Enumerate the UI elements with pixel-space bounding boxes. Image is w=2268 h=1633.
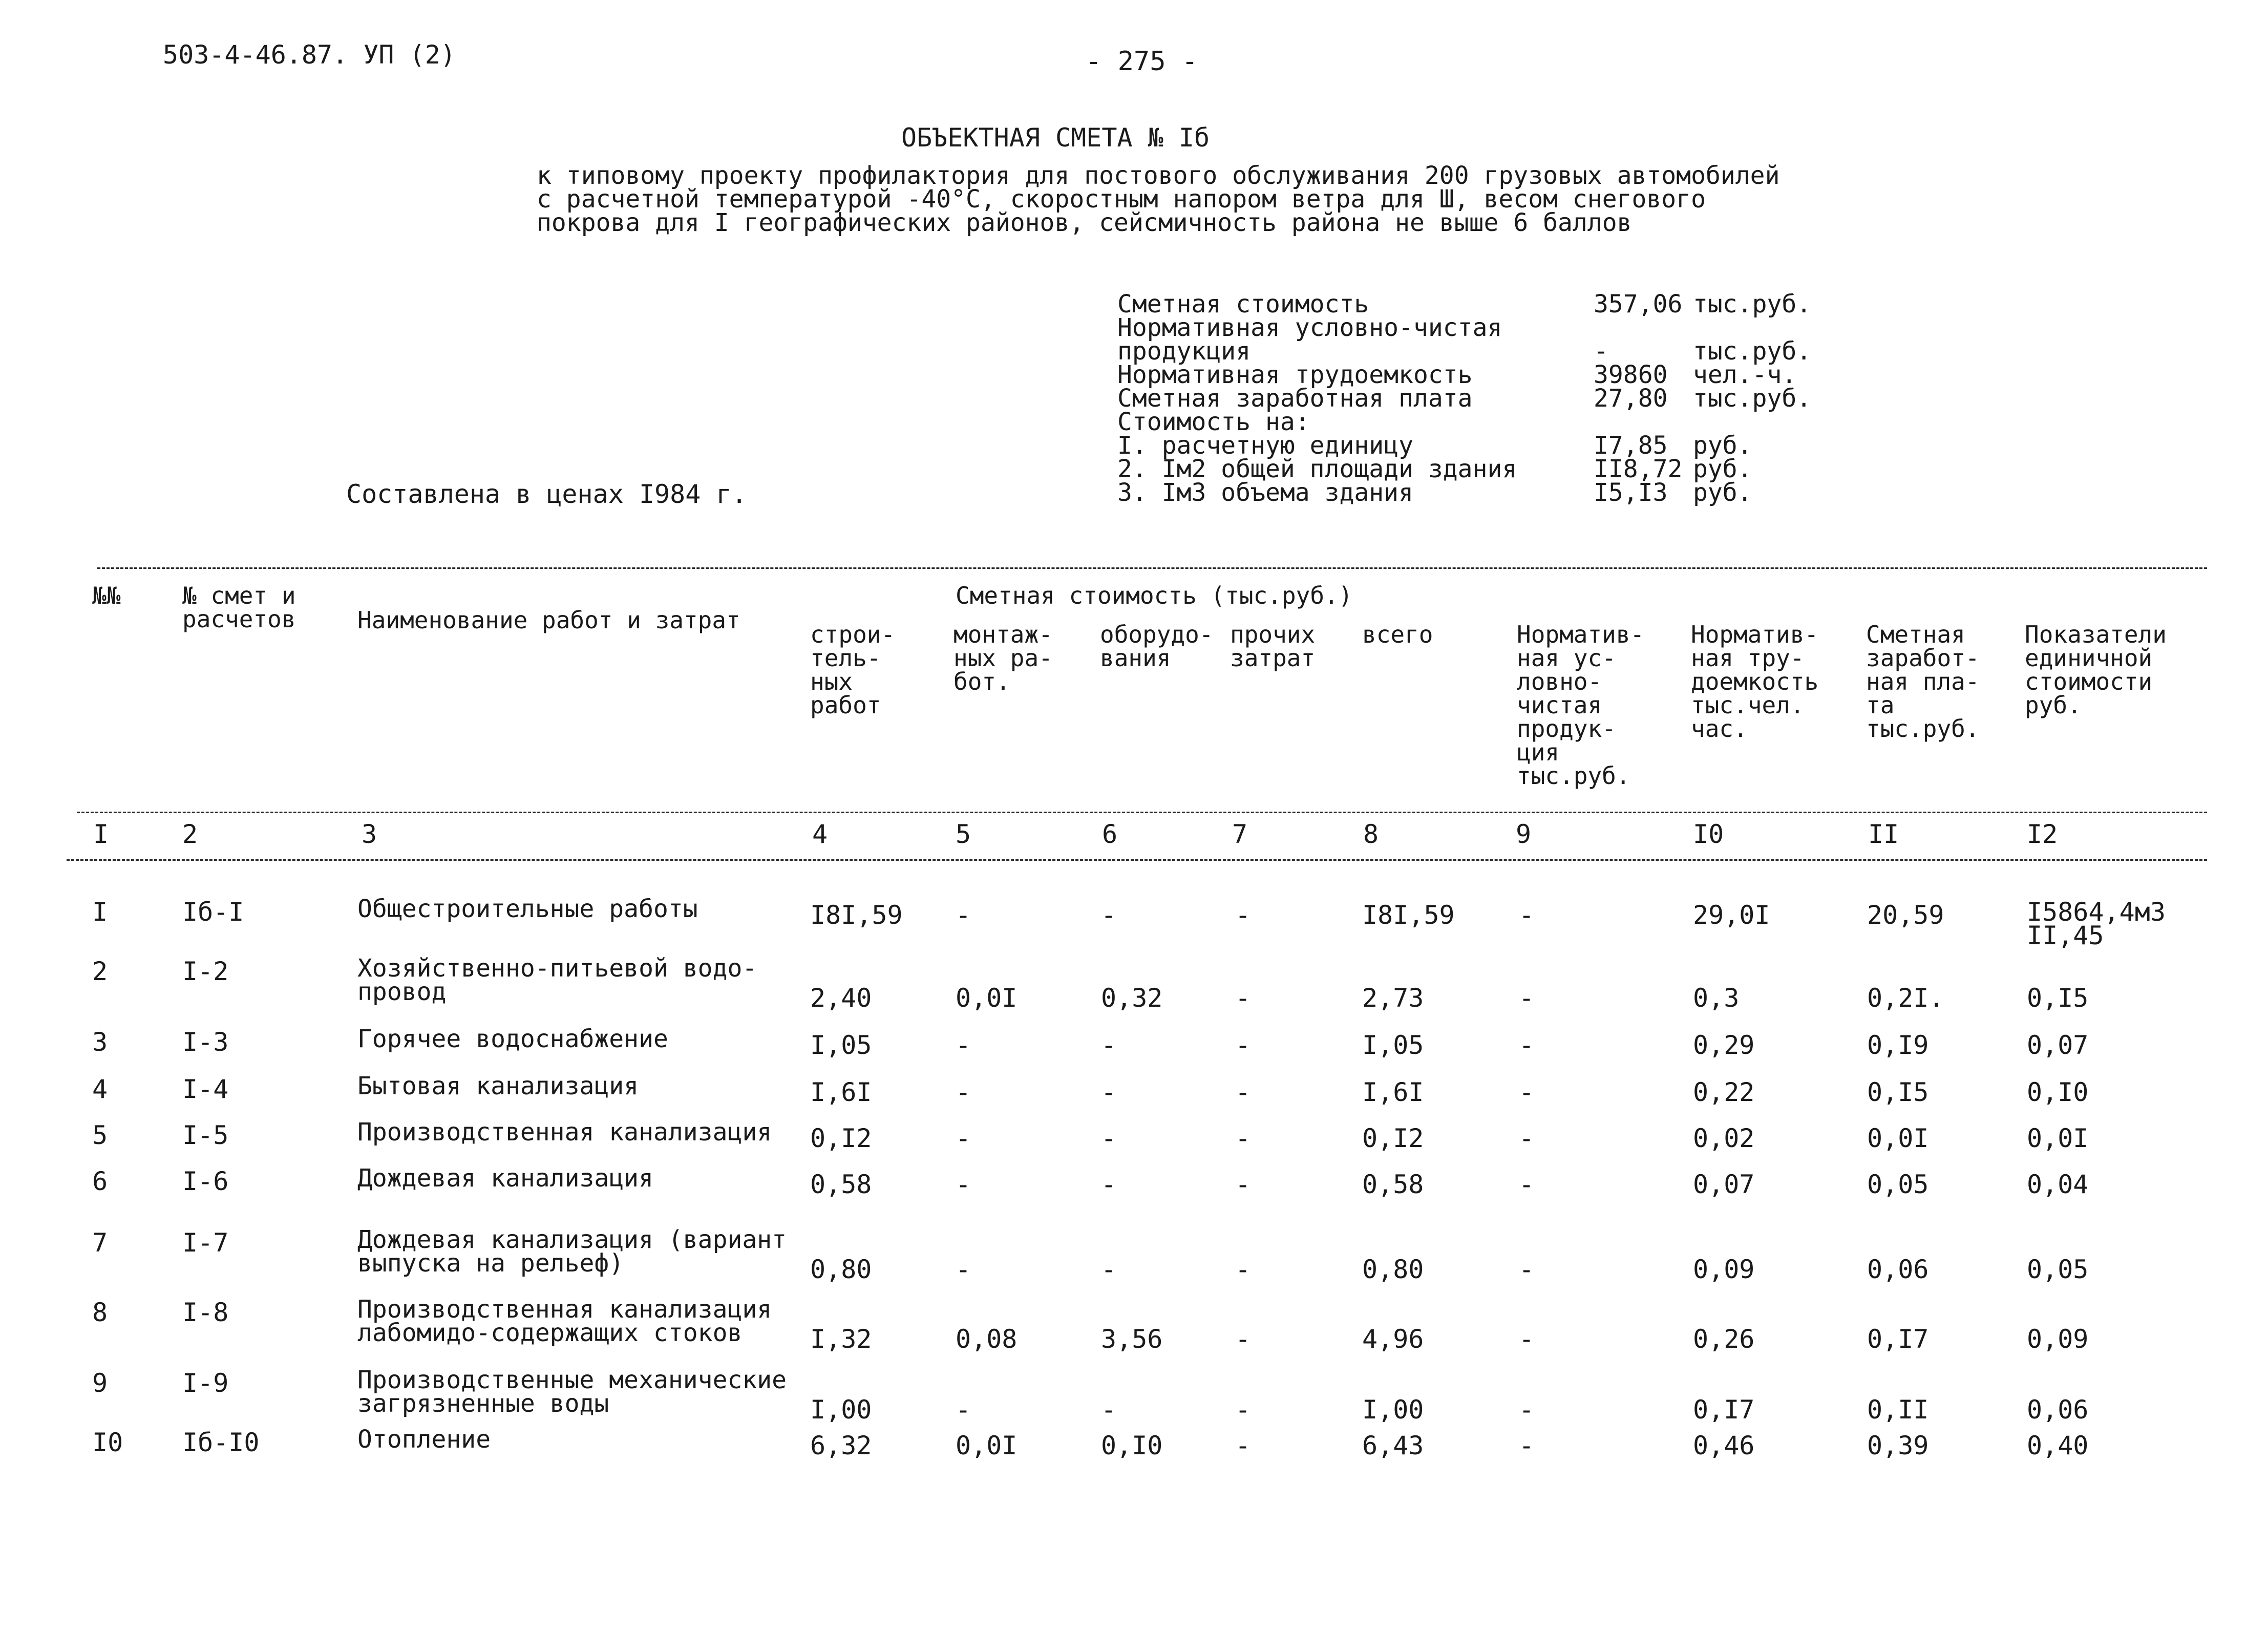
cell-c10: 0,26 — [1693, 1324, 1755, 1354]
cell-c10: 0,29 — [1693, 1030, 1755, 1060]
col-header-10: Норматив- ная тру- доемкость тыс.чел. час. — [1691, 621, 1819, 743]
work-name: лабомидо-содержащих стоков — [357, 1319, 743, 1347]
estimate-code: Iб-I — [182, 897, 244, 927]
work-name: Производственные механические — [357, 1366, 787, 1394]
cell-c6: - — [1101, 1170, 1117, 1199]
row-number: I0 — [92, 1428, 123, 1457]
estimate-code: I-7 — [182, 1228, 229, 1258]
column-number: 6 — [1102, 819, 1118, 849]
estimate-code: I-8 — [182, 1298, 229, 1327]
estimate-code: I-2 — [182, 957, 229, 986]
summary-value: II8,72 — [1594, 455, 1683, 483]
cell-c12: 0,07 — [2027, 1030, 2089, 1060]
summary-value: 357,06 — [1594, 290, 1683, 319]
row-number: 7 — [92, 1228, 108, 1258]
work-name: Отопление — [357, 1425, 491, 1454]
cell-c4: 2,40 — [810, 983, 872, 1013]
col-header-12: Показатели единичной стоимости руб. — [2025, 621, 2167, 719]
work-name: Бытовая канализация — [357, 1072, 639, 1100]
cell-c4: I,05 — [810, 1030, 872, 1060]
cell-c11: 0,39 — [1867, 1431, 1929, 1460]
cell-c5: - — [956, 1077, 971, 1107]
cell-c8: 2,73 — [1362, 983, 1424, 1013]
column-number: I0 — [1693, 819, 1724, 849]
summary-unit: руб. — [1693, 455, 1752, 483]
cell-c9: - — [1519, 1431, 1535, 1460]
summary-label: I. расчетную единицу — [1117, 431, 1413, 460]
column-number: I2 — [2027, 819, 2058, 849]
cell-c6: - — [1101, 900, 1117, 930]
cell-c9: - — [1519, 1123, 1535, 1153]
work-name: выпуска на рельеф) — [357, 1249, 624, 1278]
row-number: 4 — [92, 1074, 108, 1104]
summary-value: - — [1594, 337, 1608, 366]
cell-c12: 0,09 — [2027, 1324, 2089, 1354]
summary-unit: тыс.руб. — [1693, 337, 1812, 366]
cell-c4: 6,32 — [810, 1431, 872, 1460]
cell-c4: I,6I — [810, 1077, 872, 1107]
col-header-1: №№ — [92, 582, 121, 609]
cell-c9: - — [1519, 1077, 1535, 1107]
cell-c7: - — [1235, 900, 1251, 930]
column-number: 4 — [812, 819, 828, 849]
cell-c12: II,45 — [2027, 921, 2104, 950]
estimate-code: Iб-I0 — [182, 1428, 260, 1457]
cell-c8: I,6I — [1362, 1077, 1424, 1107]
cell-c9: - — [1519, 1255, 1535, 1284]
cell-c5: - — [956, 1395, 971, 1425]
cell-c4: 0,80 — [810, 1255, 872, 1284]
cell-c6: 0,32 — [1101, 983, 1163, 1013]
cell-c6: 3,56 — [1101, 1324, 1163, 1354]
cell-c11: 0,I5 — [1867, 1077, 1929, 1107]
col-header-9: Норматив- ная ус- ловно- чистая продук- ция тыс.руб. — [1517, 621, 1645, 790]
column-number: 9 — [1516, 819, 1532, 849]
cell-c8: I8I,59 — [1362, 900, 1455, 930]
header-divider-rule — [77, 812, 2207, 813]
cell-c8: I,05 — [1362, 1030, 1424, 1060]
cell-c5: - — [956, 1255, 971, 1284]
work-name: Производственная канализация — [357, 1295, 772, 1324]
cell-c10: 0,09 — [1693, 1255, 1755, 1284]
cell-c5: 0,0I — [956, 1431, 1018, 1460]
col-header-6: оборудо- вания — [1100, 621, 1214, 672]
summary-unit: тыс.руб. — [1693, 384, 1812, 413]
work-name: Общестроительные работы — [357, 895, 698, 923]
cell-c7: - — [1235, 1324, 1251, 1354]
work-name: Хозяйственно-питьевой водо- — [357, 954, 757, 983]
summary-unit: руб. — [1693, 431, 1752, 460]
row-number: 6 — [92, 1167, 108, 1196]
subtitle-line: покрова для I географических районов, сейсмичность района не выше 6 баллов — [537, 208, 1632, 237]
column-number: 8 — [1363, 819, 1379, 849]
column-number: I — [93, 819, 109, 849]
cell-c6: - — [1101, 1030, 1117, 1060]
estimate-subtitle — [537, 161, 1780, 237]
cell-c8: 0,80 — [1362, 1255, 1424, 1284]
cell-c8: I,00 — [1362, 1395, 1424, 1425]
column-number-rule — [67, 859, 2207, 861]
cell-c12: I5864,4м3 — [2027, 897, 2166, 927]
summary-unit: тыс.руб. — [1693, 290, 1812, 319]
row-number: 2 — [92, 957, 108, 986]
col-header-8: всего — [1362, 621, 1433, 648]
cell-c12: 0,I0 — [2027, 1077, 2089, 1107]
summary-value: I5,I3 — [1594, 478, 1668, 507]
cell-c11: 0,II — [1867, 1395, 1929, 1425]
column-number: 3 — [362, 819, 377, 849]
cell-c9: - — [1519, 983, 1535, 1013]
work-name: Производственная канализация — [357, 1118, 772, 1147]
summary-label: продукция — [1117, 337, 1251, 366]
cell-c12: 0,40 — [2027, 1431, 2089, 1460]
estimate-code: I-6 — [182, 1167, 229, 1196]
cell-c9: - — [1519, 1030, 1535, 1060]
cell-c6: - — [1101, 1395, 1117, 1425]
table-top-rule — [97, 567, 2207, 569]
summary-label: Сметная заработная плата — [1117, 384, 1473, 413]
cell-c4: 0,58 — [810, 1170, 872, 1199]
cell-c6: 0,I0 — [1101, 1431, 1163, 1460]
cell-c5: - — [956, 1030, 971, 1060]
cell-c10: 0,I7 — [1693, 1395, 1755, 1425]
cell-c8: 4,96 — [1362, 1324, 1424, 1354]
cell-c7: - — [1235, 1395, 1251, 1425]
estimate-code: I-5 — [182, 1120, 229, 1150]
cell-c7: - — [1235, 1030, 1251, 1060]
work-name: Дождевая канализация — [357, 1164, 653, 1193]
document-code: 503-4-46.87. УП (2) — [163, 40, 456, 70]
cell-c4: I,00 — [810, 1395, 872, 1425]
col-header-11: Сметная заработ- ная пла- та тыс.руб. — [1866, 621, 1980, 743]
cell-c4: 0,I2 — [810, 1123, 872, 1153]
cell-c5: - — [956, 900, 971, 930]
cell-c9: - — [1519, 1324, 1535, 1354]
cell-c11: 0,06 — [1867, 1255, 1929, 1284]
cell-c12: 0,0I — [2027, 1123, 2089, 1153]
cell-c11: 0,I7 — [1867, 1324, 1929, 1354]
cell-c9: - — [1519, 1170, 1535, 1199]
summary-unit: чел.-ч. — [1693, 360, 1797, 389]
summary-label: 3. Iм3 объема здания — [1117, 478, 1413, 507]
cell-c12: 0,05 — [2027, 1255, 2089, 1284]
col-header-4: строи- тель- ных работ — [810, 621, 896, 719]
cell-c8: 6,43 — [1362, 1431, 1424, 1460]
cell-c7: - — [1235, 1431, 1251, 1460]
row-number: I — [92, 897, 108, 927]
column-number: 7 — [1232, 819, 1248, 849]
cell-c12: 0,04 — [2027, 1170, 2089, 1199]
cell-c10: 0,46 — [1693, 1431, 1755, 1460]
cell-c7: - — [1235, 1255, 1251, 1284]
cell-c5: 0,0I — [956, 983, 1018, 1013]
cell-c6: - — [1101, 1255, 1117, 1284]
cell-c7: - — [1235, 1170, 1251, 1199]
summary-value: I7,85 — [1594, 431, 1668, 460]
cell-c11: 0,I9 — [1867, 1030, 1929, 1060]
cell-c4: I,32 — [810, 1324, 872, 1354]
work-name: провод — [357, 978, 447, 1006]
cell-c9: - — [1519, 1395, 1535, 1425]
column-number: II — [1868, 819, 1899, 849]
page-number: - 275 - — [1086, 46, 1198, 77]
cell-c8: 0,I2 — [1362, 1123, 1424, 1153]
cell-c10: 0,22 — [1693, 1077, 1755, 1107]
summary-unit: руб. — [1693, 478, 1752, 507]
cell-c5: - — [956, 1123, 971, 1153]
col-header-2: № смет и расчетов — [182, 582, 296, 633]
subtitle-line: с расчетной температурой -40°С, скоростным напором ветра для Ш, весом снегового — [537, 185, 1706, 214]
cell-c6: - — [1101, 1077, 1117, 1107]
estimate-code: I-4 — [182, 1074, 229, 1104]
summary-label: 2. Iм2 общей площади здания — [1117, 455, 1517, 483]
cell-c6: - — [1101, 1123, 1117, 1153]
summary-label: Нормативная трудоемкость — [1117, 360, 1473, 389]
summary-label: Нормативная условно-чистая — [1117, 313, 1502, 342]
estimate-code: I-3 — [182, 1027, 229, 1057]
col-header-7: прочих затрат — [1230, 621, 1316, 672]
cell-c12: 0,06 — [2027, 1395, 2089, 1425]
cell-c11: 0,0I — [1867, 1123, 1929, 1153]
cell-c5: - — [956, 1170, 971, 1199]
cell-c10: 29,0I — [1693, 900, 1770, 930]
estimate-title: ОБЪЕКТНАЯ СМЕТА № Iб — [901, 123, 1210, 153]
cell-c10: 0,3 — [1693, 983, 1740, 1013]
summary-label: Стоимость на: — [1117, 408, 1310, 436]
work-name: загрязненные воды — [357, 1389, 609, 1418]
col-header-3: Наименование работ и затрат — [357, 606, 740, 634]
row-number: 9 — [92, 1368, 108, 1398]
cell-c10: 0,07 — [1693, 1170, 1755, 1199]
row-number: 3 — [92, 1027, 108, 1057]
work-name: Дождевая канализация (вариант — [357, 1225, 787, 1254]
cell-c7: - — [1235, 1123, 1251, 1153]
column-number: 5 — [956, 819, 971, 849]
cell-c10: 0,02 — [1693, 1123, 1755, 1153]
summary-value: 27,80 — [1594, 384, 1668, 413]
cell-c7: - — [1235, 983, 1251, 1013]
cell-c5: 0,08 — [956, 1324, 1018, 1354]
column-number: 2 — [182, 819, 198, 849]
row-number: 5 — [92, 1120, 108, 1150]
cell-c4: I8I,59 — [810, 900, 903, 930]
cell-c7: - — [1235, 1077, 1251, 1107]
summary-value: 39860 — [1594, 360, 1668, 389]
group-header: Сметная стоимость (тыс.руб.) — [956, 582, 1353, 609]
prices-note: Составлена в ценах I984 г. — [346, 479, 747, 509]
cell-c11: 0,05 — [1867, 1170, 1929, 1199]
subtitle-line: к типовому проекту профилактория для постового обслуживания 200 грузовых автомобилей — [537, 161, 1780, 190]
estimate-code: I-9 — [182, 1368, 229, 1398]
col-header-5: монтаж- ных ра- бот. — [953, 621, 1053, 695]
cell-c11: 0,2I. — [1867, 983, 1944, 1013]
cell-c9: - — [1519, 900, 1535, 930]
row-number: 8 — [92, 1298, 108, 1327]
cell-c12: 0,I5 — [2027, 983, 2089, 1013]
cell-c11: 20,59 — [1867, 900, 1944, 930]
work-name: Горячее водоснабжение — [357, 1025, 668, 1053]
summary-label: Сметная стоимость — [1117, 290, 1369, 319]
cell-c8: 0,58 — [1362, 1170, 1424, 1199]
